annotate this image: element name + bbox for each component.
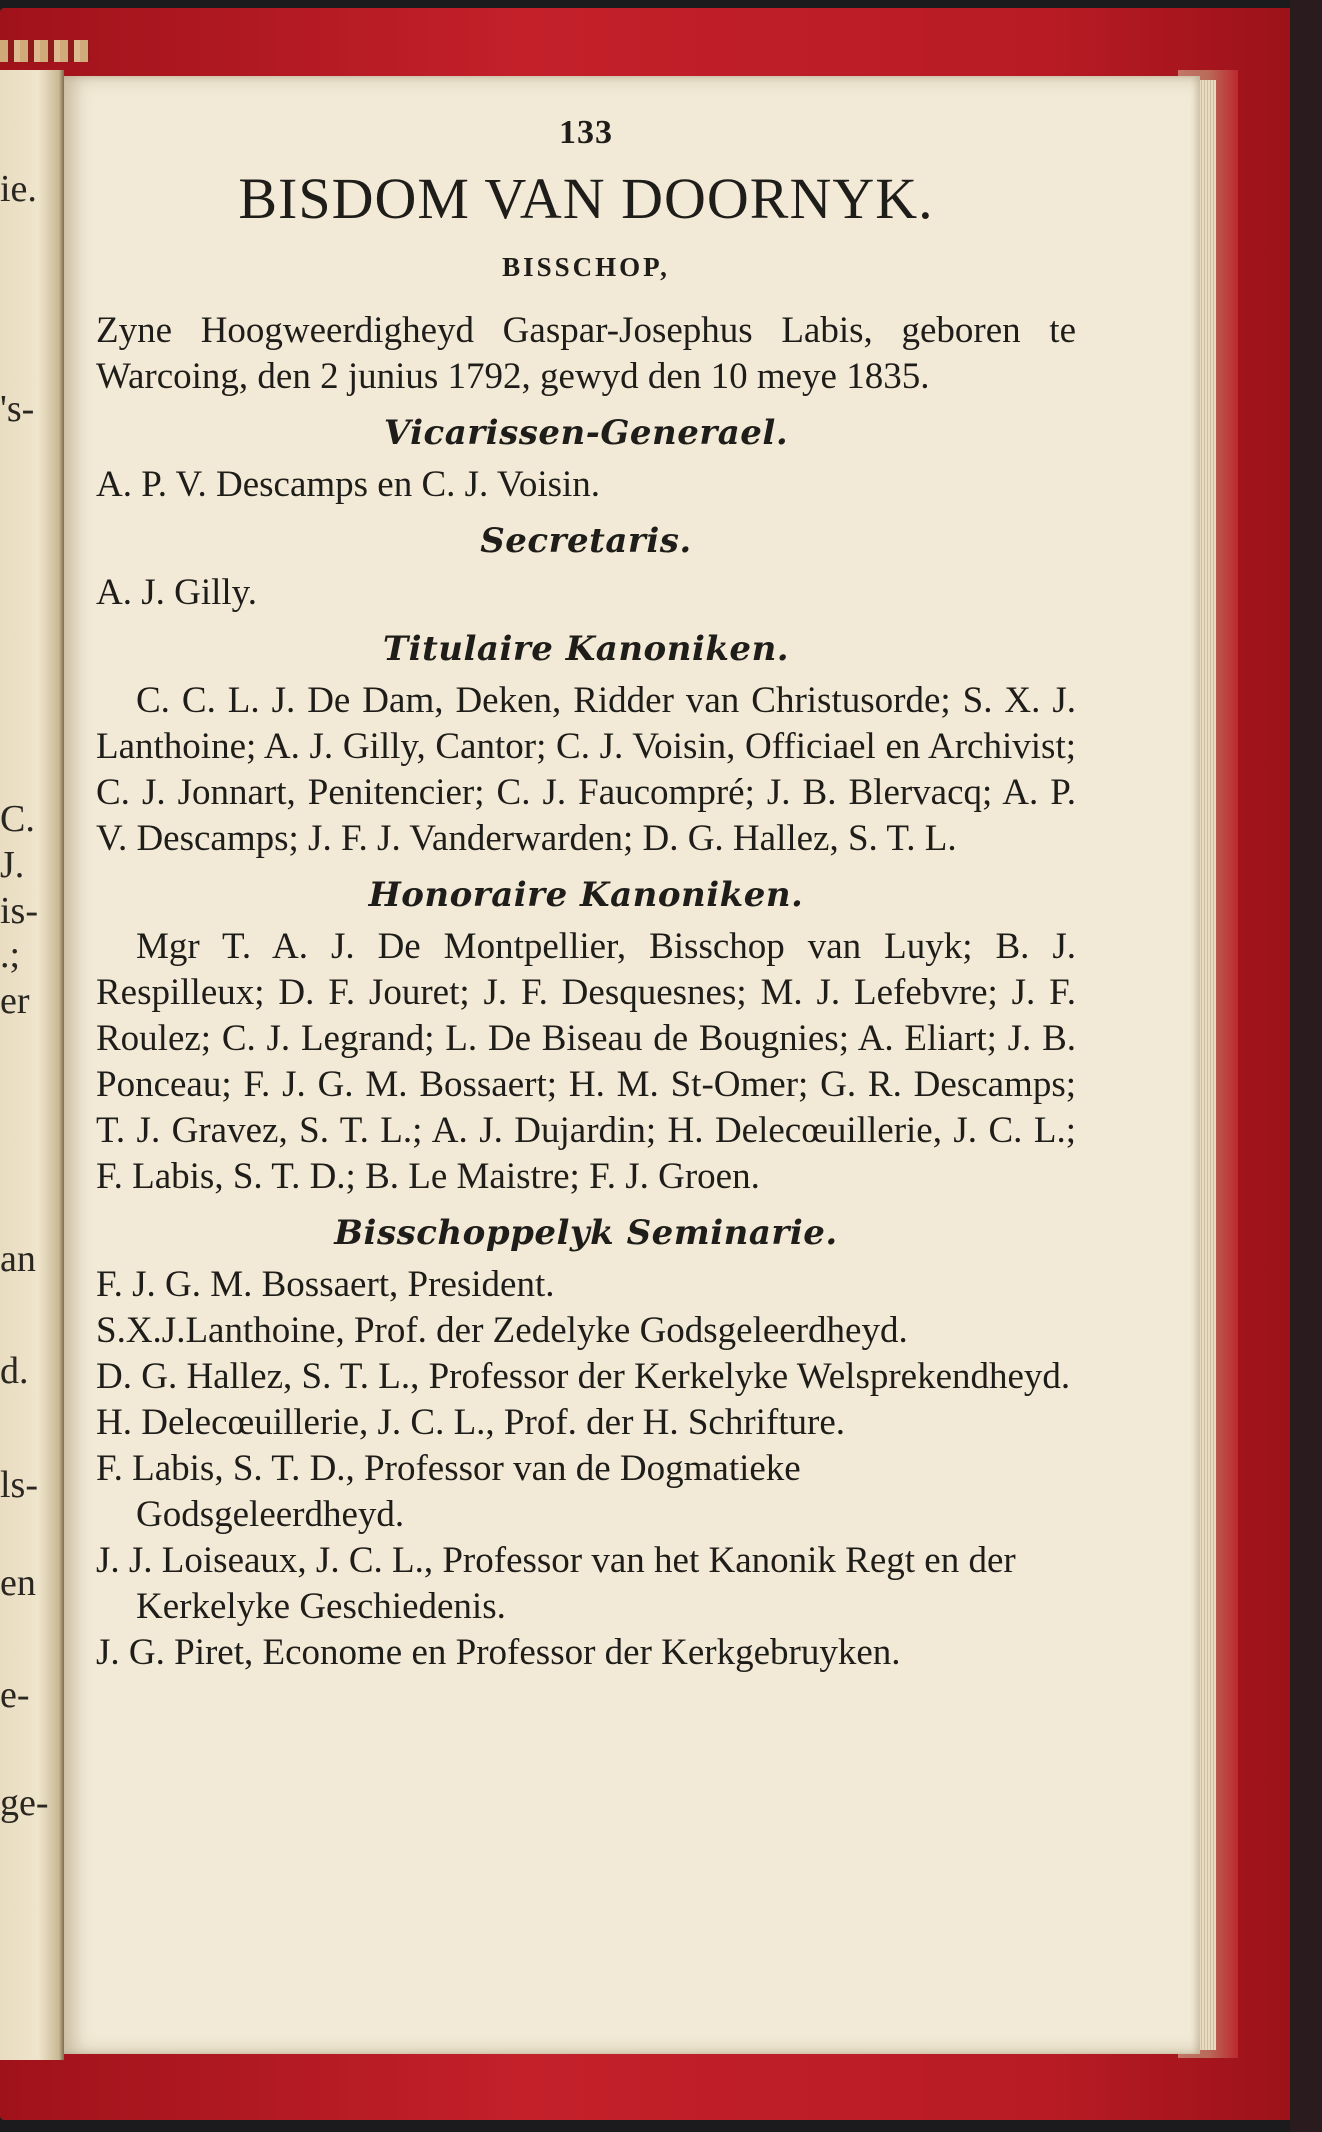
- seminary-heading: Bisschoppelyk Seminarie.: [334, 1213, 838, 1253]
- left-page-edge: [0, 70, 64, 2060]
- left-page-fragment: e-: [0, 1674, 30, 1716]
- seminary-entry: F. Labis, S. T. D., Professor van de Dogmatieke Godsgeleerdheyd.: [96, 1448, 801, 1535]
- bishop-text: Zyne Hoogweerdigheyd Gaspar-Josephus Labis, geboren te Warcoing, den 2 junius 1792, gewyd den 10 meye 1835.: [96, 310, 1076, 397]
- seminary-entry: S.X.J.Lanthoine, Prof. der Zedelyke Godsgeleerdheyd.: [96, 1310, 908, 1351]
- left-page-fragment: is-: [0, 890, 38, 932]
- titular-canons-heading: Titulaire Kanoniken.: [382, 629, 790, 669]
- bookmark-ribbon: [0, 40, 90, 62]
- seminary-entry: J. J. Loiseaux, J. C. L., Professor van het Kanonik Regt en der Kerkelyke Geschiedenis.: [96, 1540, 1016, 1627]
- bishop-heading: BISSCHOP,: [502, 252, 670, 282]
- secretary-heading: Secretaris.: [480, 521, 692, 561]
- left-page-fragment: er: [0, 980, 30, 1022]
- seminary-entry: J. G. Piret, Econome en Professor der Kerkgebruyken.: [96, 1632, 901, 1673]
- left-page-fragment: d.: [0, 1350, 29, 1392]
- page-title: BISDOM VAN DOORNYK.: [238, 166, 934, 231]
- vicars-heading: Vicarissen-Generael.: [383, 413, 789, 453]
- page-text: [96, 110, 1076, 1676]
- seminary-entry: H. Delecœuillerie, J. C. L., Prof. der H. Schrifture.: [96, 1402, 846, 1443]
- left-page-fragment: C.: [0, 798, 35, 840]
- page-number: 133: [559, 114, 613, 151]
- honorary-canons-text: Mgr T. A. J. De Montpellier, Bisschop van Luyk; B. J. Respilleux; D. F. Jouret; J. F. Desquesnes; M. J. Lefebvre; J. F. Roulez; C. J. Legrand; L. De Biseau de Bougnies; A. Eliart; J. B. Ponceau; F. J. G. M. Bossaert; H. M. St-Omer; G. R. Descamps; T. J. Gravez, S. T. L.; A. J. Dujardin; H. Delecœuillerie, J. C. L.; F. Labis, S. T. D.; B. Le Maistre; F. J. Groen.: [96, 926, 1076, 1197]
- secretary-text: A. J. Gilly.: [96, 572, 258, 613]
- left-page-fragment: ie.: [0, 168, 37, 210]
- honorary-canons-heading: Honoraire Kanoniken.: [368, 875, 804, 915]
- left-page-fragment: ls-: [0, 1464, 38, 1506]
- left-page-fragment: an: [0, 1238, 36, 1280]
- titular-canons-text: C. C. L. J. De Dam, Deken, Ridder van Christusorde; S. X. J. Lanthoine; A. J. Gilly, Cantor; C. J. Voisin, Officiael en Archivist; C. J. Jonnart, Penitencier; C. J. Faucompré; J. B. Blervacq; A. P. V. Descamps; J. F. J. Vanderwarden; D. G. Hallez, S. T. L.: [96, 680, 1076, 859]
- vicars-text: A. P. V. Descamps en C. J. Voisin.: [96, 464, 601, 505]
- left-page-fragment: J.: [0, 844, 25, 886]
- seminary-entry: D. G. Hallez, S. T. L., Professor der Kerkelyke Welsprekendheyd.: [96, 1356, 1071, 1397]
- left-page-fragment: en: [0, 1562, 36, 1604]
- left-page-fragment: .;: [0, 934, 21, 976]
- seminary-entry: F. J. G. M. Bossaert, President.: [96, 1264, 555, 1305]
- background-edge: [1290, 0, 1322, 2132]
- left-page-fragment: ge-: [0, 1782, 49, 1824]
- left-page-fragment: 's-: [0, 388, 35, 430]
